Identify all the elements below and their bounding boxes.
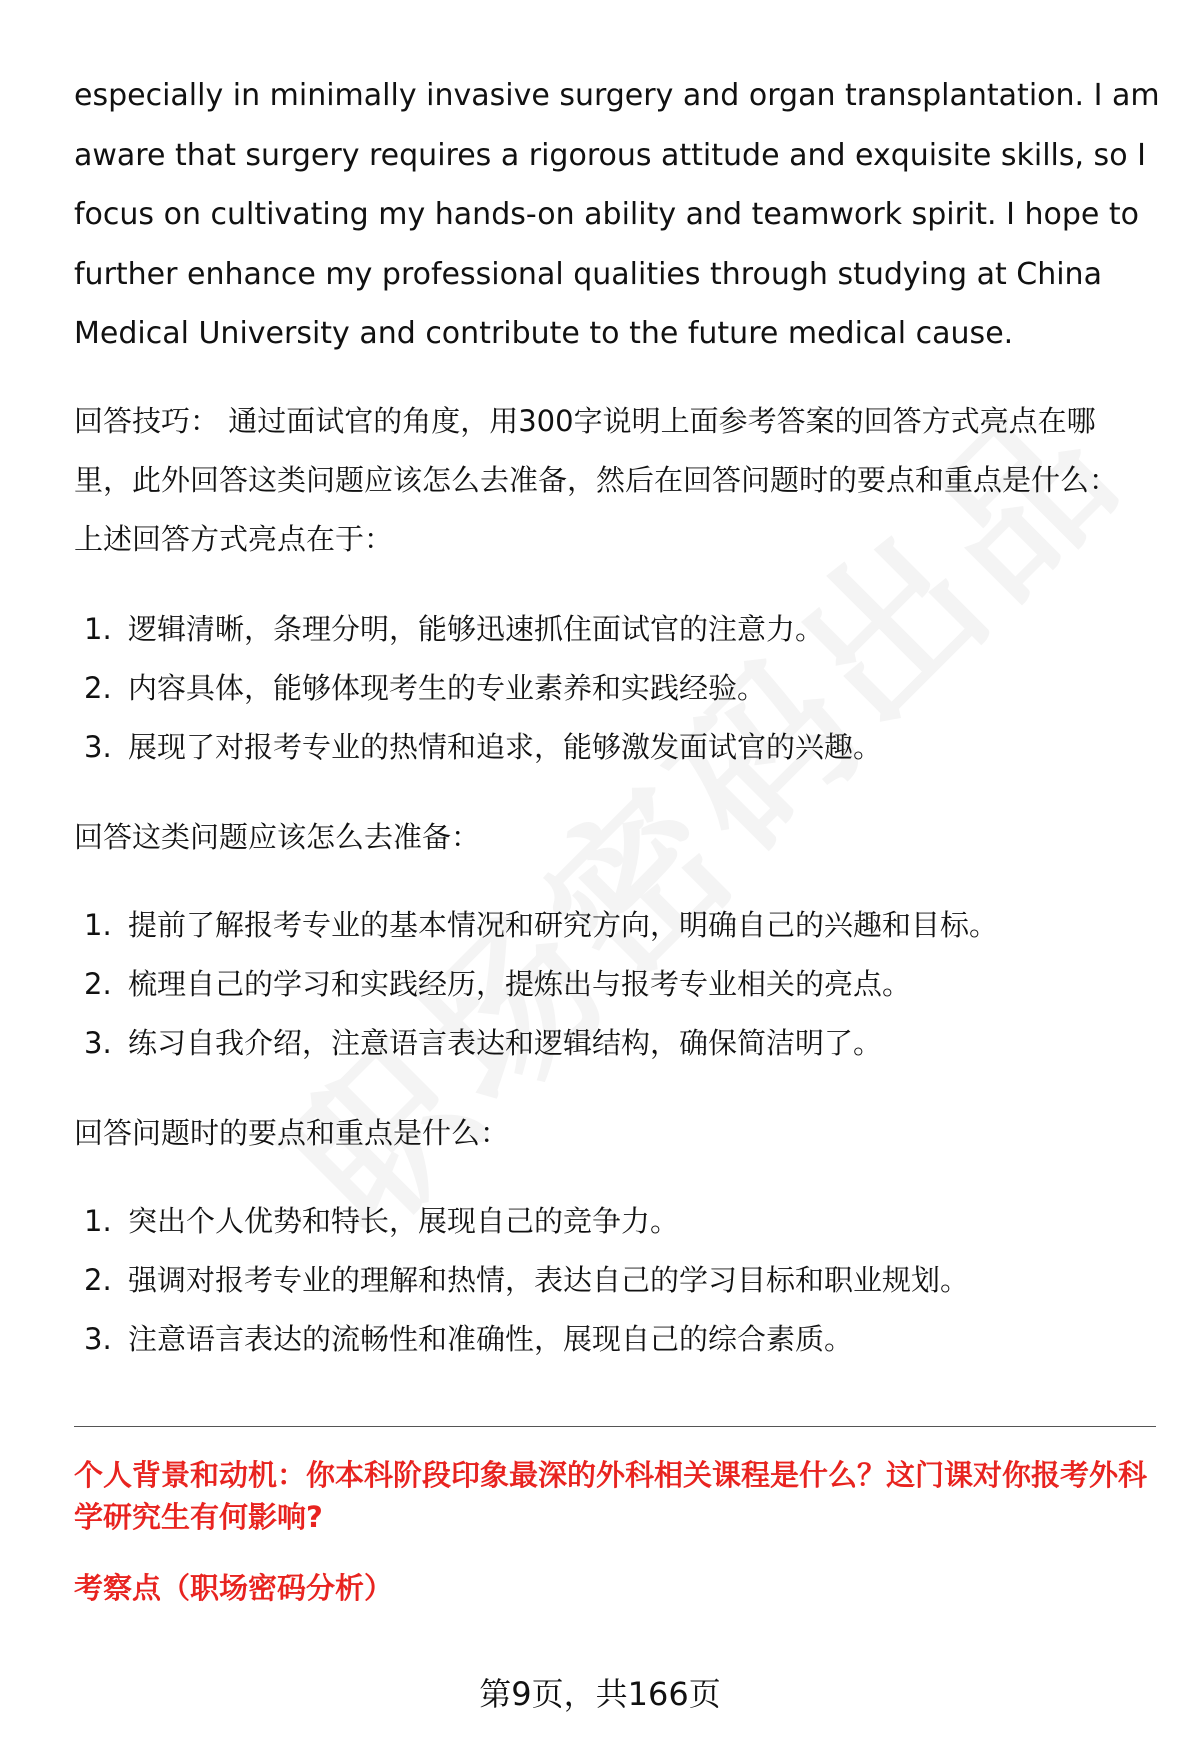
list-item	[74, 896, 1154, 955]
tip-line: 回答技巧： 通过面试官的角度，用300字说明上面参考答案的回答方式亮点在哪	[74, 404, 1096, 438]
list-number: 2.	[84, 1263, 112, 1297]
key-points-heading: 回答问题时的要点和重点是什么：	[74, 1116, 510, 1150]
section-divider	[74, 1426, 1156, 1427]
intro-line: aware that surgery requires a rigorous attitude and exquisite skills, so I	[74, 137, 1146, 173]
list-number: 3.	[84, 730, 112, 764]
prep-heading: 回答这类问题应该怎么去准备：	[74, 820, 481, 854]
page-footer: 第9页，共166页	[479, 1675, 721, 1713]
list-text: 强调对报考专业的理解和热情，表达自己的学习目标和职业规划。	[128, 1263, 970, 1297]
question-title: 个人背景和动机：你本科阶段印象最深的外科相关课程是什么？这门课对你报考外科学研究生有何影响?	[74, 1458, 1148, 1534]
list-number: 1.	[84, 1204, 112, 1238]
list-text: 内容具体，能够体现考生的专业素养和实践经验。	[128, 671, 767, 705]
prep-list	[74, 896, 1154, 1073]
list-item	[74, 1014, 1154, 1073]
list-text: 梳理自己的学习和实践经历，提炼出与报考专业相关的亮点。	[128, 967, 912, 1001]
answer-tip-block	[74, 392, 1154, 569]
list-number: 3.	[84, 1322, 112, 1356]
key-points-list	[74, 1192, 1154, 1369]
list-item	[74, 600, 1154, 659]
list-item	[74, 659, 1154, 718]
intro-line: focus on cultivating my hands-on ability and teamwork spirit. I hope to	[74, 197, 1139, 232]
list-number: 3.	[84, 1026, 112, 1060]
analysis-heading: 考察点（职场密码分析）	[74, 1571, 394, 1605]
list-item	[74, 1192, 1154, 1251]
list-item	[74, 955, 1154, 1014]
list-text: 展现了对报考专业的热情和追求，能够激发面试官的兴趣。	[128, 730, 883, 764]
list-item	[74, 1310, 1154, 1369]
list-text: 逻辑清晰，条理分明，能够迅速抓住面试官的注意力。	[128, 612, 825, 646]
intro-paragraph	[74, 66, 1160, 364]
list-item	[74, 1251, 1154, 1310]
list-text: 注意语言表达的流畅性和准确性，展现自己的综合素质。	[128, 1322, 854, 1356]
intro-line: especially in minimally invasive surgery and organ transplantation. I am	[74, 78, 1160, 113]
list-text: 练习自我介绍，注意语言表达和逻辑结构，确保简洁明了。	[128, 1026, 883, 1060]
list-text: 突出个人优势和特长，展现自己的竞争力。	[128, 1204, 680, 1238]
list-number: 2.	[84, 967, 112, 1001]
highlights-list	[74, 600, 1154, 777]
intro-line: Medical University and contribute to the future medical cause.	[74, 316, 1014, 351]
tip-line: 上述回答方式亮点在于：	[74, 522, 394, 556]
list-number: 1.	[84, 612, 112, 646]
intro-line: further enhance my professional qualities through studying at China	[74, 256, 1102, 292]
list-number: 2.	[84, 671, 112, 705]
tip-line: 里，此外回答这类问题应该怎么去准备，然后在回答问题时的要点和重点是什么：	[74, 463, 1119, 497]
list-item	[74, 718, 1154, 777]
list-text: 提前了解报考专业的基本情况和研究方向，明确自己的兴趣和目标。	[128, 908, 999, 942]
list-number: 1.	[84, 908, 112, 942]
